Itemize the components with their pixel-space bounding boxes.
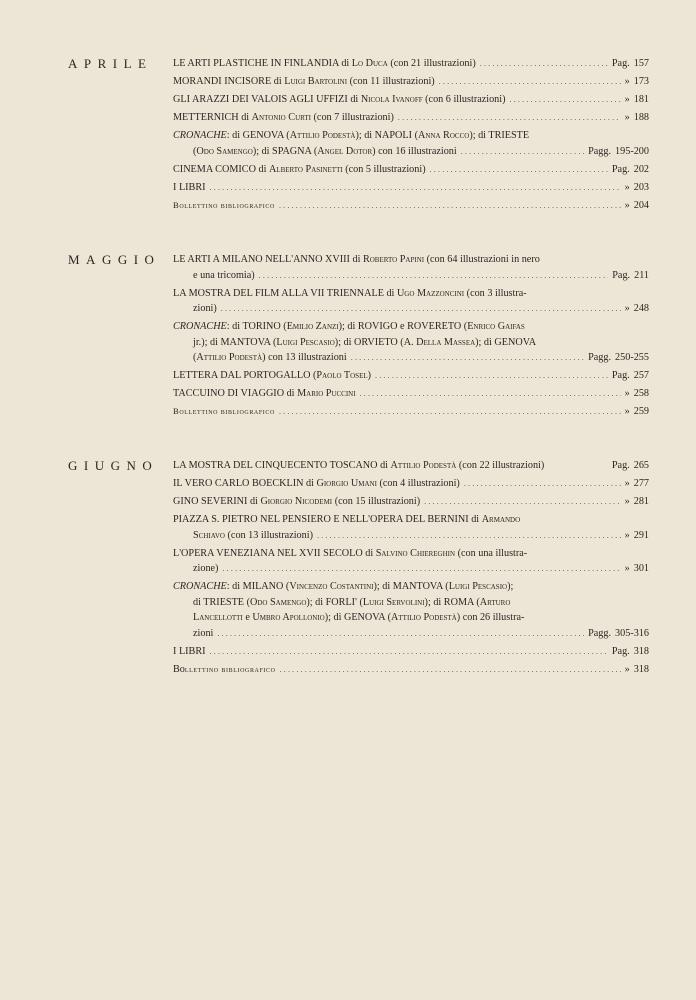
toc-entry <box>173 252 649 283</box>
entry-line <box>173 610 649 626</box>
month-label: GIUGNO <box>68 458 159 473</box>
page-reference <box>588 144 649 160</box>
page-number: 291 <box>633 529 649 541</box>
entry-line <box>173 74 649 90</box>
toc-entry <box>173 386 649 402</box>
page-prefix: Pag. <box>611 370 630 382</box>
toc-entry <box>173 180 649 196</box>
page-prefix: » <box>624 406 630 418</box>
entry-line <box>173 110 649 126</box>
page-prefix: Pag. <box>611 163 630 175</box>
page-number: 257 <box>633 370 649 382</box>
entry-line <box>173 286 649 302</box>
entry-title: CRONACHE: di TORINO (Emilio Zanzi); di ROVIGO e ROVERETO (Enrico Gaifas <box>173 321 525 333</box>
page-reference <box>625 74 649 90</box>
page-prefix: » <box>624 182 630 194</box>
page-reference <box>625 92 649 108</box>
page-number: 248 <box>633 303 649 315</box>
page-reference <box>625 404 649 420</box>
entry-title: Bollettino bibliografico <box>173 664 276 676</box>
leader-dots <box>430 162 608 178</box>
leader-dots <box>217 626 584 642</box>
toc-entry <box>173 128 649 159</box>
leader-dots <box>279 404 621 420</box>
page-reference <box>625 528 649 544</box>
entry-line <box>173 644 649 660</box>
page-number: 211 <box>634 269 649 281</box>
page-number: 157 <box>633 58 649 69</box>
page-reference <box>625 110 649 126</box>
page-prefix: » <box>624 529 630 541</box>
toc-entry <box>173 476 649 492</box>
leader-dots <box>510 92 621 108</box>
entry-line <box>173 335 649 351</box>
page-prefix: » <box>624 303 630 315</box>
page-prefix: » <box>624 112 630 124</box>
page-number: 203 <box>633 182 649 194</box>
page-reference <box>612 162 649 178</box>
page-number: 301 <box>633 563 649 575</box>
page-reference <box>625 476 649 492</box>
page-reference <box>588 350 649 366</box>
toc-entry <box>173 319 649 366</box>
toc-entry <box>173 546 649 577</box>
entry-line <box>173 579 649 595</box>
entry-title: (Odo Samengo); di SPAGNA (Angel Dotor) con 16 illustrazioni <box>193 145 457 157</box>
entry-line <box>173 319 649 335</box>
month-label: APRILE <box>68 56 153 71</box>
leader-dots <box>480 56 608 72</box>
toc-entry <box>173 404 649 420</box>
leader-dots <box>222 561 620 577</box>
page-number: 259 <box>633 406 649 418</box>
toc-entry <box>173 579 649 641</box>
entry-title: CRONACHE: di GENOVA (Attilio Podestà); di NAPOLI (Anna Rocco); di TRIESTE <box>173 130 530 142</box>
entry-line <box>173 595 649 611</box>
toc-entry <box>173 512 649 543</box>
page-prefix: » <box>624 94 630 106</box>
leader-dots <box>210 644 608 660</box>
page-number: 250-255 <box>615 352 649 364</box>
entry-title: e una tricomia) <box>193 269 255 281</box>
page-reference <box>612 268 649 284</box>
page-reference <box>612 368 649 384</box>
entry-line <box>173 528 649 544</box>
leader-dots <box>210 180 621 196</box>
toc-entry <box>173 56 649 72</box>
leader-dots <box>398 110 621 126</box>
entry-title: I LIBRI <box>173 646 206 658</box>
entry-line <box>173 301 649 317</box>
entry-line <box>173 386 649 402</box>
entry-line <box>173 198 649 214</box>
page-reference <box>612 56 649 72</box>
entry-line <box>173 56 649 72</box>
entry-line <box>173 626 649 642</box>
leader-dots <box>424 494 620 510</box>
page-reference <box>625 180 649 196</box>
leader-dots <box>439 74 621 90</box>
entry-title: Bollettino bibliografico <box>173 200 275 211</box>
entry-title: Bollettino bibliografico <box>173 406 275 417</box>
page-prefix: Pag. <box>611 646 630 658</box>
entry-list <box>173 458 649 680</box>
leader-dots <box>259 268 609 284</box>
page-reference <box>625 386 649 402</box>
toc-entry <box>173 494 649 510</box>
page-number: 188 <box>633 112 649 124</box>
entry-title: GLI ARAZZI DEI VALOIS AGLI UFFIZI di Nicola Ivanoff (con 6 illustrazioni) <box>173 94 506 106</box>
page-prefix: Pagg. <box>588 145 612 157</box>
entry-line <box>173 350 649 366</box>
entry-title: L'OPERA VENEZIANA NEL XVII SECOLO di Salvino Chiereghin (con una illustra- <box>173 547 528 559</box>
entry-title: LA MOSTRA DEL FILM ALLA VII TRIENNALE di Ugo Mazzoncini (con 3 illustra- <box>173 287 527 299</box>
entry-line <box>173 368 649 384</box>
page-number: 277 <box>633 478 649 490</box>
entry-title: METTERNICH di Antonio Curti (con 7 illustrazioni) <box>173 112 394 124</box>
entry-line <box>173 162 649 178</box>
entry-title: GINO SEVERINI di Giorgio Nicodemi (con 15 illustrazioni) <box>173 496 421 508</box>
entry-title: I LIBRI <box>173 182 206 194</box>
page-number: 173 <box>633 76 649 88</box>
page-number: 195-200 <box>615 145 649 157</box>
leader-dots <box>221 301 621 317</box>
entry-title: LETTERA DAL PORTOGALLO (Paolo Tosel) <box>173 370 372 382</box>
entry-line <box>173 494 649 510</box>
page-reference <box>625 662 649 678</box>
toc-entry <box>173 286 649 317</box>
entry-line <box>173 662 649 678</box>
page-number: 318 <box>633 646 649 658</box>
page-reference <box>625 561 649 577</box>
page-reference <box>625 301 649 317</box>
page-number: 265 <box>633 460 649 471</box>
entry-title: LE ARTI A MILANO NELL'ANNO XVIII di Roberto Papini (con 64 illustrazioni in nero <box>173 254 540 265</box>
entry-line <box>173 404 649 420</box>
page-prefix: » <box>624 478 630 490</box>
entry-line <box>173 268 649 284</box>
toc-entry <box>173 74 649 90</box>
entry-title: CRONACHE: di MILANO (Vincenzo Costantini); di MANTOVA (Luigi Pescasio); <box>173 581 514 593</box>
page-prefix: Pag. <box>612 269 631 281</box>
toc-entry <box>173 662 649 678</box>
leader-dots <box>351 350 584 366</box>
leader-dots <box>279 198 621 214</box>
entry-title: CINEMA COMICO di Alberto Pasinetti (con 5 illustrazioni) <box>173 163 426 175</box>
leader-dots <box>360 386 621 402</box>
entry-title: PIAZZA S. PIETRO NEL PENSIERO E NELL'OPERA DEL BERNINI di Armando <box>173 514 521 526</box>
entry-list <box>173 252 649 423</box>
entry-title: TACCUINO DI VIAGGIO di Mario Puccini <box>173 388 356 400</box>
page-prefix: » <box>624 496 630 508</box>
toc-entry <box>173 110 649 126</box>
page-prefix: » <box>624 388 630 400</box>
page-prefix: Pagg. <box>588 352 612 364</box>
page-number: 202 <box>633 163 649 175</box>
entry-title: di TRIESTE (Odo Samengo); di FORLI' (Luigi Servolini); di ROMA (Arturo <box>193 596 511 608</box>
entry-title: jr.); di MANTOVA (Luigi Pescasio); di ORVIETO (A. Della Massea); di GENOVA <box>193 336 537 348</box>
page-prefix: Pag. <box>611 58 630 69</box>
toc-entry <box>173 92 649 108</box>
page-reference <box>625 198 649 214</box>
toc-entry <box>173 198 649 214</box>
page-reference <box>625 494 649 510</box>
page-number: 204 <box>633 200 649 212</box>
leader-dots <box>464 476 621 492</box>
entry-title: MORANDI INCISORE di Luigi Bartolini (con 11 illustrazioni) <box>173 76 435 88</box>
page-number: 281 <box>633 496 649 508</box>
entry-title: (Attilio Podestà) con 13 illustrazioni <box>193 352 347 364</box>
page-reference <box>612 458 649 474</box>
entry-line <box>173 92 649 108</box>
entry-line <box>173 144 649 160</box>
entry-line <box>173 546 649 562</box>
leader-dots <box>317 528 621 544</box>
entry-line <box>173 252 649 268</box>
page-prefix: Pagg. <box>588 627 612 639</box>
entry-line <box>173 128 649 144</box>
leader-dots <box>461 144 584 160</box>
entry-title: LA MOSTRA DEL CINQUECENTO TOSCANO di Attilio Podestà (con 22 illustrazioni) <box>173 460 545 471</box>
toc-entry <box>173 162 649 178</box>
entry-line <box>173 458 649 474</box>
toc-entry <box>173 368 649 384</box>
leader-dots <box>375 368 608 384</box>
entry-line <box>173 512 649 528</box>
entry-title: LE ARTI PLASTICHE IN FINLANDIA di Lo Duca (con 21 illustrazioni) <box>173 58 476 69</box>
entry-line <box>173 561 649 577</box>
entry-line <box>173 180 649 196</box>
page-reference <box>588 626 649 642</box>
month-label: MAGGIO <box>68 252 161 267</box>
page-prefix: » <box>624 563 630 575</box>
entry-title: Schiavo (con 13 illustrazioni) <box>193 529 313 541</box>
page-number: 318 <box>633 664 649 676</box>
page-number: 305-316 <box>615 627 649 639</box>
page-reference <box>612 644 649 660</box>
leader-dots <box>280 662 621 678</box>
page-prefix: » <box>624 200 630 212</box>
page-number: 258 <box>633 388 649 400</box>
entry-title: IL VERO CARLO BOECKLIN di Giorgio Umani (con 4 illustrazioni) <box>173 478 460 490</box>
entry-list <box>173 56 649 216</box>
toc-entry <box>173 458 649 474</box>
page-number: 181 <box>633 94 649 106</box>
entry-title: zione) <box>193 563 219 575</box>
entry-title: zioni <box>193 627 214 639</box>
entry-title: Lancellotti e Umbro Apollonio); di GENOVA (Attilio Podestà) con 26 illustra- <box>193 612 525 624</box>
entry-line <box>173 476 649 492</box>
entry-title: zioni) <box>193 303 217 315</box>
page-prefix: » <box>624 76 630 88</box>
page-prefix: Pag. <box>611 460 630 471</box>
toc-entry <box>173 644 649 660</box>
page-prefix: » <box>624 664 630 676</box>
